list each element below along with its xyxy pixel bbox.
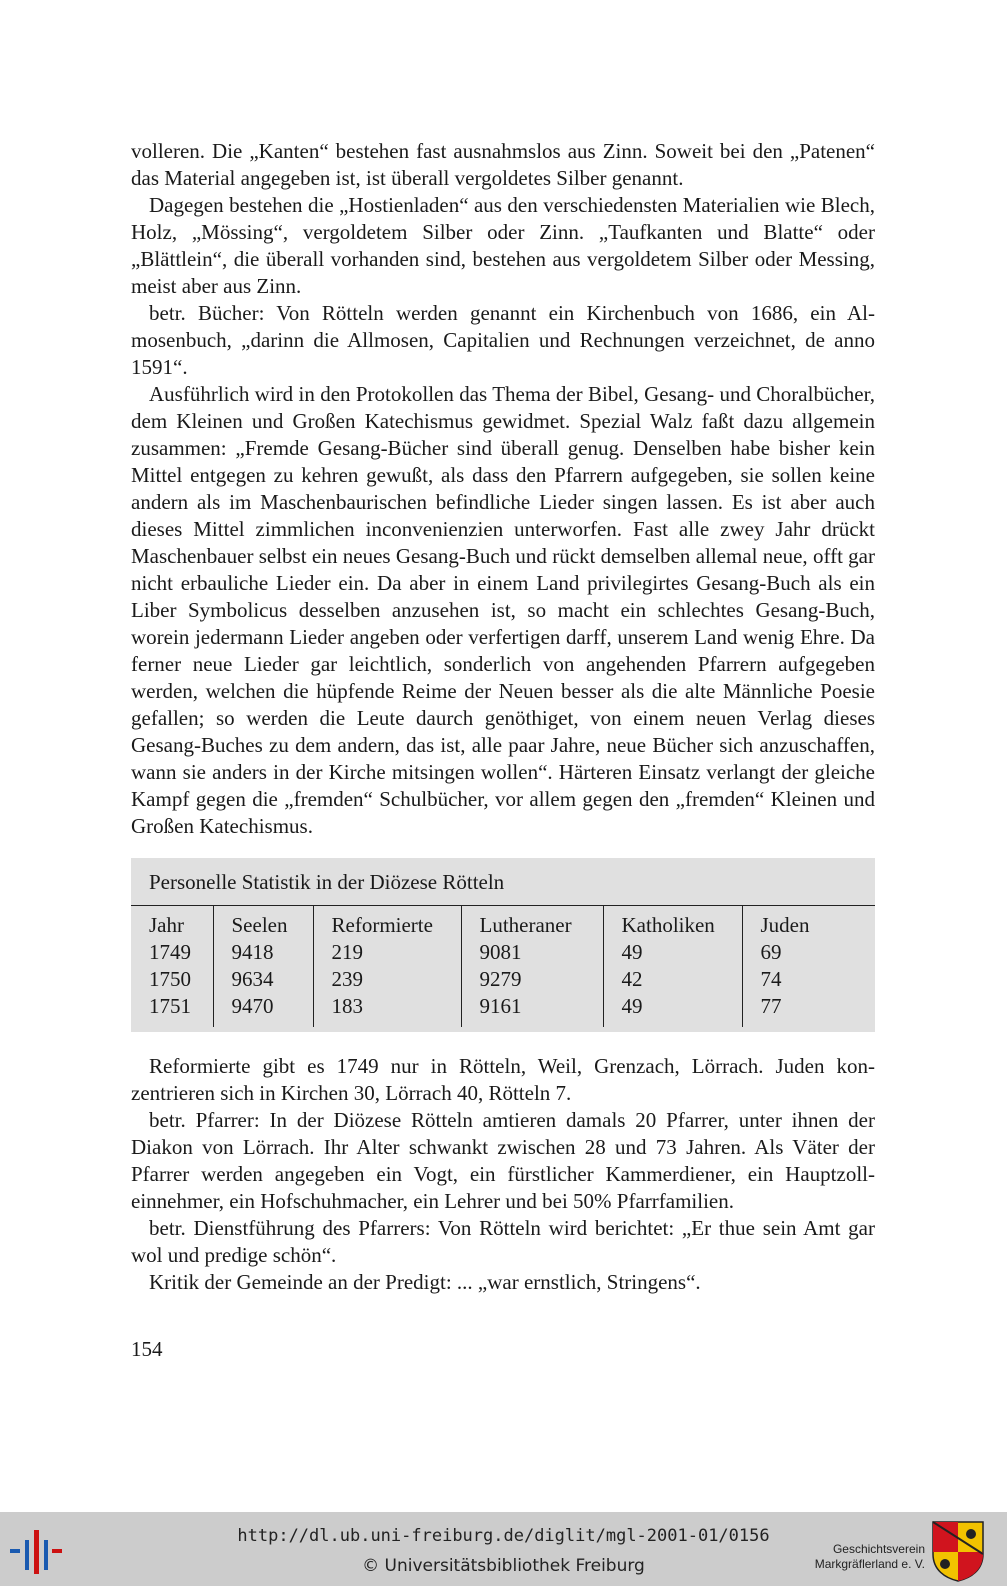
table-cell: 9279: [461, 966, 603, 993]
table-cell: 9161: [461, 993, 603, 1027]
header-reformierte: Reformierte: [313, 906, 461, 939]
statistics-grid: [131, 906, 875, 1027]
paragraph-4: Ausführlich wird in den Protokollen das Thema der Bibel, Gesang- und Choralbücher, dem Kleinen und Großen Katechismus gewidmet. Spezial Walz faßt dazu allgemein zusammen: „Fremde Gesang-Bücher sind überall genug. Denselben habe bisher kein Mittel entgegen zu kehren gewußt, als dass den Pfarrern aufgegeben, sie sollen keine andern als im Maschenbaurischen befindliche Lieder singen lassen. Es ist aber auch dieses Mittel zimmlichen inconvenienzien unterworfen. Fast alle zwey Jahr drückt Maschenbauer selbst ein neues Gesang-Buch und rückt demselben allemal neue, offt gar nicht erbauliche Lieder ein. Da aber in einem Land privilegirtes Gesang-Buch als ein Liber Symbolicus desselben anzusehen ist, so macht ein schlechtes Gesang-Buch, worein jedermann Lieder angeben oder verfertigen darff, unserem Land wenig Ehre. Da ferner neue Lieder gar leichtlich, sonderlich von angehenden Pfarrern aufgegeben werden, welchen die hüpfende Reime der Neuen besser als die alte Männliche Poesie gefallen; so werden die Leute daurch genöthiget, von einem neuen Verlag dieses Gesang-Buches zu dem andern, das ist, alle paar Jahre, neue Bücher sich anzuschaffen, wann sie anders in der Kirche mitsingen wollen“. Härteren Einsatz verlangt der gleiche Kampf gegen die „fremden“ Schulbücher, vor allem gegen den „fremden“ Kleinen und Großen Katechismus.: [131, 382, 875, 838]
table-cell: 49: [603, 939, 742, 966]
copyright-notice: © Universitätsbibliothek Freiburg: [362, 1556, 645, 1576]
paragraph-5: Reformierte gibt es 1749 nur in Rötteln, Weil, Grenzach, Lörrach. Juden konzentrieren sich in Kirchen 30, Lörrach 40, Rötteln 7.: [131, 1054, 875, 1105]
table-row: [131, 993, 875, 1027]
table-cell: 219: [313, 939, 461, 966]
table-cell: 183: [313, 993, 461, 1027]
header-jahr: Jahr: [149, 913, 184, 937]
coat-of-arms-icon: [931, 1520, 985, 1582]
table-cell: 49: [603, 993, 742, 1027]
table-cell: 1749: [149, 940, 191, 964]
table-caption: Personelle Statistik in der Diözese Rötteln: [149, 870, 505, 894]
statistics-table: [131, 858, 875, 1032]
table-cell: 77: [742, 993, 875, 1027]
header-juden: Juden: [742, 906, 875, 939]
table-row: [131, 966, 875, 993]
paragraph-6: betr. Pfarrer: In der Diözese Rötteln amtieren damals 20 Pfarrer, unter ihnen der Diakon von Lörrach. Ihr Alter schwankt zwischen 28 und 73 Jahren. Als Väter der Pfarrer werden angegeben ein Vogt, ein fürstlicher Kammerdiener, ein Hauptzolleinnehmer, ein Hofschuhmacher, ein Lehrer und bei 50% Pfarrfamilien.: [131, 1108, 875, 1213]
paragraph-3: betr. Bücher: Von Rötteln werden genannt ein Kirchenbuch von 1686, ein Almosenbuch, „darinn die Allmosen, Capitalien und Rechnungen verzeichnet, de anno 1591“.: [131, 301, 875, 379]
table-cell: 1750: [149, 967, 191, 991]
table-cell: 239: [313, 966, 461, 993]
paragraph-2: Dagegen bestehen die „Hostienladen“ aus den verschiedensten Materialien wie Blech, Holz, „Mössing“, vergoldetem Silber oder Zinn. „Taufkanten und Blatte“ oder „Blättlein“, die überall vorhanden sind, bestehen aus vergoldetem Silber oder Messing, meist aber aus Zinn.: [131, 193, 875, 298]
body-text-lower: [131, 1053, 875, 1296]
society-line-2: Markgräflerland e. V.: [814, 1557, 925, 1571]
paragraph-8: Kritik der Gemeinde an der Predigt: ... „war ernstlich, Stringens“.: [149, 1270, 701, 1294]
table-cell: 1751: [149, 994, 191, 1018]
table-cell: 9634: [213, 966, 313, 993]
table-cell: 74: [742, 966, 875, 993]
paragraph-1: volleren. Die „Kanten“ bestehen fast ausnahmslos aus Zinn. Soweit bei den „Patenen“ das Material angegeben ist, ist überall vergoldetes Silber genannt.: [131, 139, 875, 190]
header-seelen: Seelen: [213, 906, 313, 939]
header-katholiken: Katholiken: [603, 906, 742, 939]
table-cell: 9081: [461, 939, 603, 966]
table-header-row: [131, 906, 875, 939]
table-cell: 9418: [213, 939, 313, 966]
page-number: 154: [131, 1337, 163, 1361]
society-line-1: Geschichtsverein: [832, 1542, 925, 1556]
table-cell: 9470: [213, 993, 313, 1027]
header-lutheraner: Lutheraner: [461, 906, 603, 939]
paragraph-7: betr. Dienstführung des Pfarrers: Von Rötteln wird berichtet: „Er thue sein Amt gar wol und predige schön“.: [131, 1216, 875, 1267]
table-row: [131, 939, 875, 966]
table-cell: 69: [742, 939, 875, 966]
society-name: [815, 1542, 925, 1572]
body-text-upper: [131, 138, 875, 840]
document-url-link[interactable]: http://dl.ub.uni-freiburg.de/diglit/mgl-2001-01/0156: [237, 1526, 770, 1546]
table-cell: 42: [603, 966, 742, 993]
footer-bar: [0, 1512, 1007, 1586]
